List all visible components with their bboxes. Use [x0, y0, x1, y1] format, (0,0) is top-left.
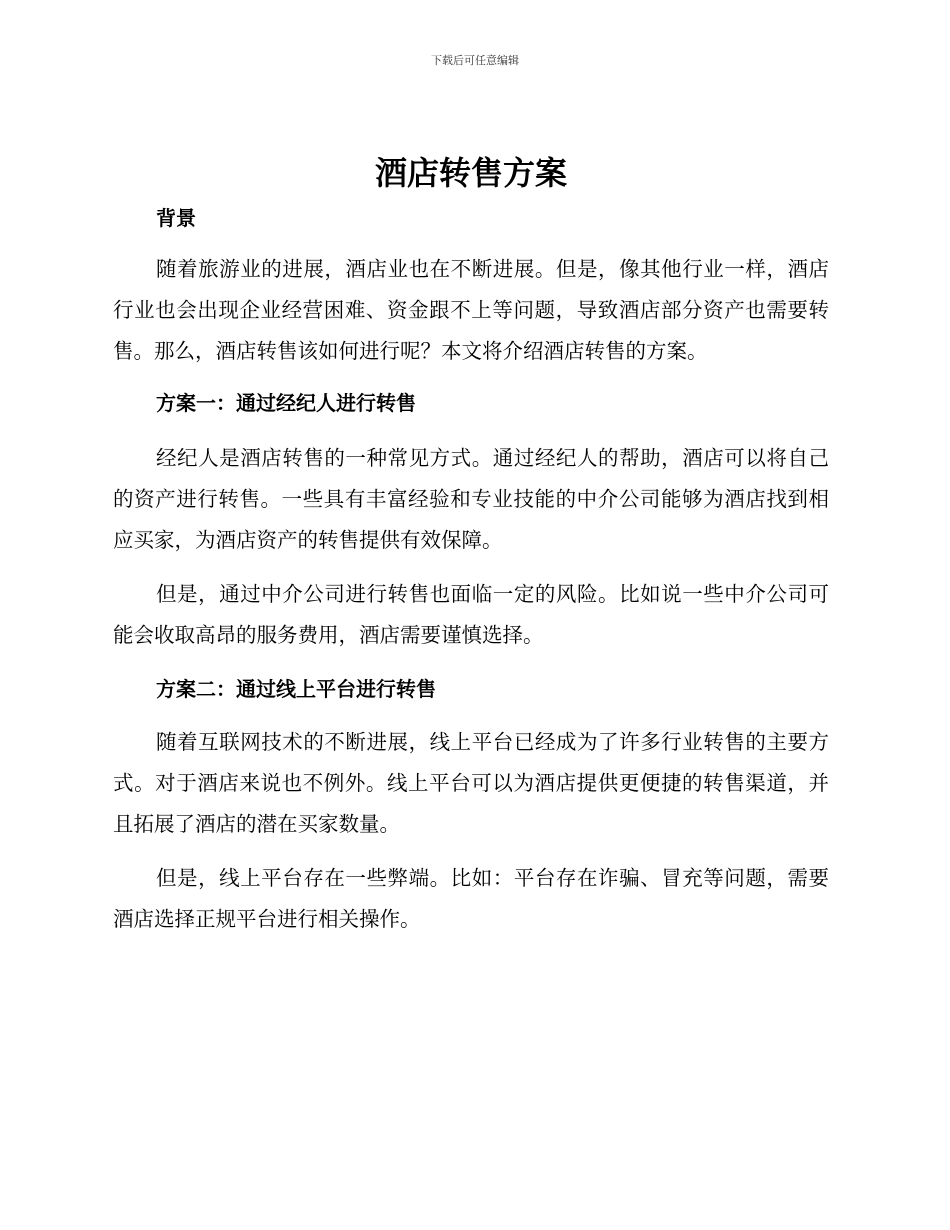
document-body: [113, 150, 829, 940]
header-note: 下载后可任意编辑: [431, 54, 519, 67]
paragraph-plan2-2: 但是，线上平台存在一些弊端。比如：平台存在诈骗、冒充等问题，需要酒店选择正规平台进行相关操作。: [113, 866, 829, 931]
page-title: 酒店转售方案: [374, 154, 567, 192]
section-heading-plan-2: 方案二：通过线上平台进行转售: [156, 677, 436, 701]
paragraph-plan1-1: 经纪人是酒店转售的一种常见方式。通过经纪人的帮助，酒店可以将自己的资产进行转售。一些具有丰富经验和专业技能的中介公司能够为酒店找到相应买家，为酒店资产的转售提供有效保障。: [113, 446, 829, 552]
paragraph-background-1: 随着旅游业的进展，酒店业也在不断进展。但是，像其他行业一样，酒店行业也会出现企业经营困难、资金跟不上等问题，导致酒店部分资产也需要转售。那么，酒店转售该如何进行呢？本文将介绍酒店转售的方案。: [113, 257, 829, 363]
section-heading-background: 背景: [156, 206, 196, 230]
paragraph-plan2-1: 随着互联网技术的不断进展，线上平台已经成为了许多行业转售的主要方式。对于酒店来说也不例外。线上平台可以为酒店提供更便捷的转售渠道，并且拓展了酒店的潜在买家数量。: [113, 730, 829, 836]
section-heading-plan-1: 方案一：通过经纪人进行转售: [156, 391, 416, 415]
paragraph-plan1-2: 但是，通过中介公司进行转售也面临一定的风险。比如说一些中介公司可能会收取高昂的服务费用，酒店需要谨慎选择。: [113, 582, 829, 647]
